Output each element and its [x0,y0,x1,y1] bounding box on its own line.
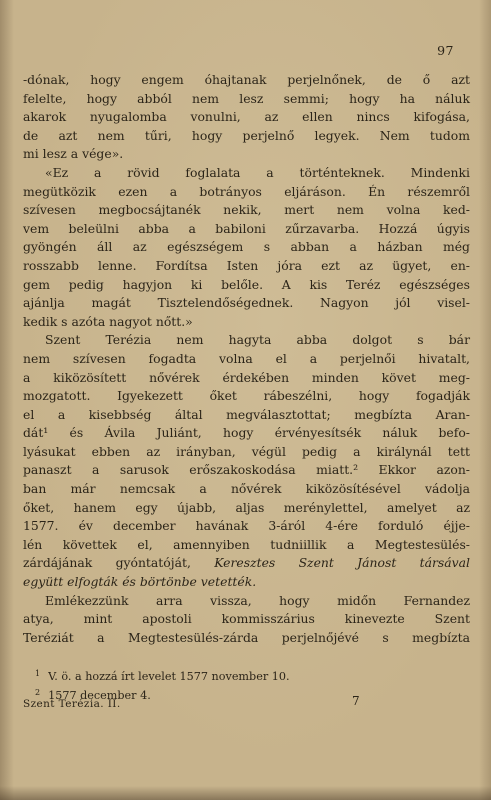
text-line: dát¹ és Ávila Juliánt, hogy érvényesítsék náluk befo- [23,425,470,441]
text-line: kedik s azóta nagyot nőtt.» [23,313,193,329]
footnote [35,666,435,685]
text-line: Emlékezzünk arra vissza, hogy midőn Fernandez [45,592,470,608]
text-line: mi lesz a vége». [23,146,124,162]
text-line: zárdájának gyóntatóját, Keresztes Szent Jánost társával [23,555,471,571]
text-line: «Ez a rövid foglalata a történteknek. Mindenki [45,164,470,180]
footnote-text: V. ö. a hozzá írt levelet 1577 november 10. [48,670,290,683]
text-line: felelte, hogy abból nem lesz semmi; hogy ha náluk [23,90,470,106]
italic-phrase: Keresztes Szent Jánost társával [214,555,471,571]
text-line: ajánlja magát Tisztelendőségednek. Nagyon jól visel- [23,295,470,311]
text-line: mozgatott. Igyekezett őket rábeszélni, hogy fogadják [23,388,470,404]
page-edge-shadow [0,786,491,800]
text-line: atya, mint apostoli kommisszárius kinevezte Szent [23,611,470,627]
page-number: 97 [437,43,454,58]
text-line: lén követtek el, amennyiben tudniillik a Megtestesülés- [23,536,470,552]
text-line: őket, hanem egy újabb, aljas merénylettel, amelyet az [23,499,470,515]
text-line: megütközik ezen a botrányos eljáráson. Én részemről [23,183,470,199]
text-line: akarok nyugalomba vonulni, az ellen nincs kifogása, [23,109,470,125]
signature-title: Szent Terézia. II. [23,698,121,710]
text-line: Szent Terézia nem hagyta abba dolgot s bár [45,332,470,348]
footnote-marker: 1 [35,669,41,678]
footnote-text: 1577 december 4. [48,689,151,702]
text-line: -dónak, hogy engem óhajtanak perjelnőnek, de ő azt [23,72,470,87]
footnote-marker: 2 [35,688,41,697]
text-line: ban már nemcsak a nővérek kiközösítésével vádolja [23,481,470,497]
text-line: együtt elfogták és börtönbe vetették. [23,574,257,590]
text-line: gyöngén áll az egészségem s abban a házban még [23,239,470,255]
text-line: Teréziát a Megtestesülés-zárda perjelnőjévé s megbízta [23,629,470,645]
text-line: rosszabb lenne. Fordítsa Isten jóra ezt az ügyet, en- [23,257,470,273]
text-line: 1577. év december havának 3-áról 4-ére forduló éjje- [23,518,470,534]
text-line: lyásukat ebben az irányban, végül pedig a királynál tett [23,443,470,459]
text-line: panaszt a sarusok erőszakoskodása miatt.² Ekkor azon- [23,462,470,478]
text-line: vem beleülni abba a babiloni zűrzavarba. Hozzá úgyis [23,220,470,236]
text-line: de azt nem tűri, hogy perjelnő legyek. Nem tudom [23,127,470,143]
signature-number: 7 [352,694,360,708]
body-text [23,71,470,647]
text-line: gem pedig hagyjon ki belőle. A kis Teréz egészséges [23,276,470,292]
text-line: a kiközösített nővérek érdekében minden követ meg- [23,369,470,385]
text-line: el a kisebbség által megválasztottat; megbízta Aran- [23,406,470,422]
text-line: nem szívesen fogadta volna el a perjelnői hivatalt, [23,350,470,366]
text-line: szívesen megbocsájtanék nekik, mert nem volna ked- [23,202,470,218]
